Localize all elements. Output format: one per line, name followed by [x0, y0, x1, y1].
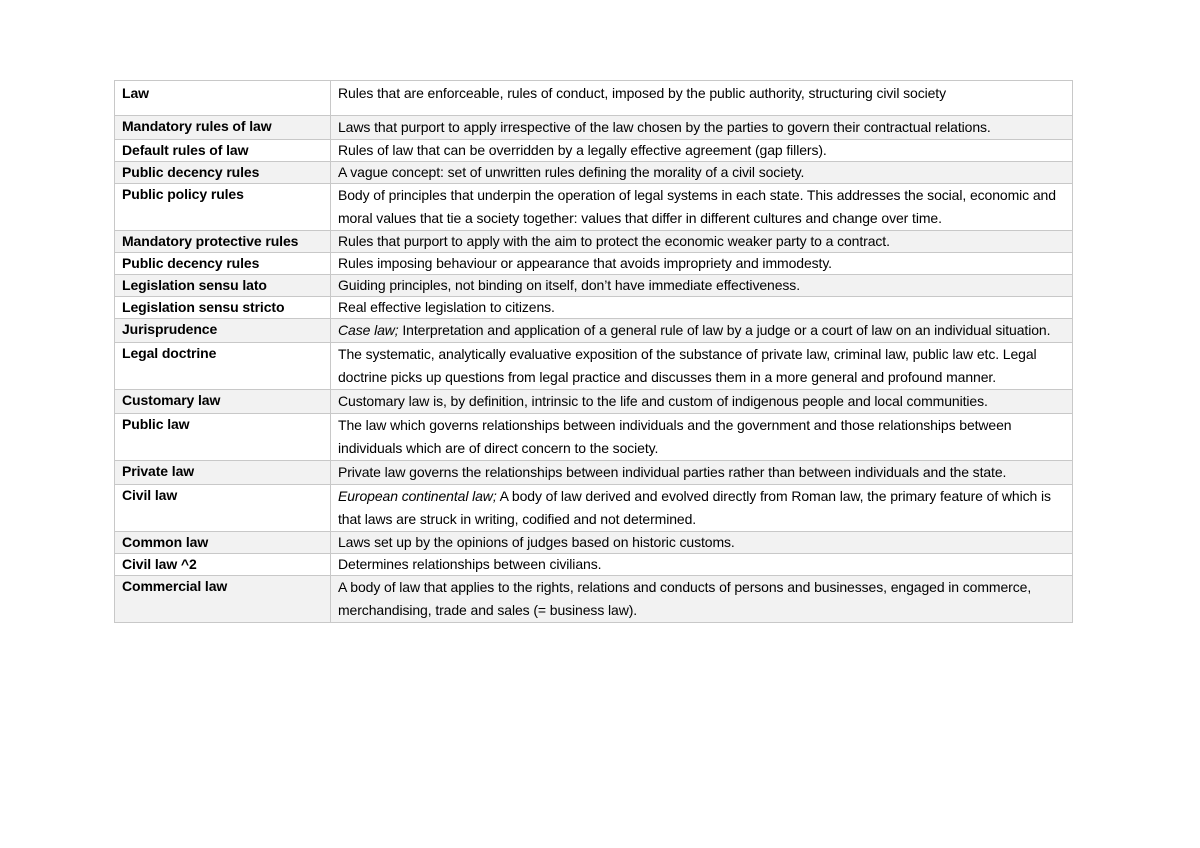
definition-text: Real effective legislation to citizens. [338, 299, 555, 315]
definition-text: The systematic, analytically evaluative exposition of the substance of private law, criminal law, public law etc. Legal doctrine picks up questions from legal practice and discusses them in a more general and profound manner. [338, 346, 1037, 385]
definition-cell [331, 319, 1073, 343]
table-row [115, 576, 1073, 623]
table-row [115, 162, 1073, 184]
table-row [115, 116, 1073, 140]
term-cell: Law [115, 81, 331, 116]
legal-glossary-table [114, 80, 1073, 623]
definition-cell [331, 275, 1073, 297]
table-row [115, 275, 1073, 297]
definition-lead: European continental law; [338, 488, 497, 504]
definition-text: Interpretation and application of a general rule of law by a judge or a court of law on an individual situation. [398, 322, 1051, 338]
definition-text: The law which governs relationships between individuals and the government and those relationships between individuals which are of direct concern to the society. [338, 417, 1012, 456]
term-cell: Common law [115, 532, 331, 554]
definition-text: Body of principles that underpin the operation of legal systems in each state. This addresses the social, economic and moral values that tie a society together: values that differ in different cultures and change over time. [338, 187, 1056, 226]
term-cell: Jurisprudence [115, 319, 331, 343]
table-row [115, 140, 1073, 162]
table-row [115, 461, 1073, 485]
term-cell: Civil law [115, 485, 331, 532]
definition-text: Customary law is, by definition, intrinsic to the life and custom of indigenous people and local communities. [338, 393, 988, 409]
definition-cell [331, 461, 1073, 485]
table-row [115, 343, 1073, 390]
definition-text: Rules of law that can be overridden by a legally effective agreement (gap fillers). [338, 142, 827, 158]
table-row [115, 297, 1073, 319]
term-cell: Private law [115, 461, 331, 485]
term-cell: Legislation sensu stricto [115, 297, 331, 319]
table-row [115, 184, 1073, 231]
term-cell: Civil law ^2 [115, 554, 331, 576]
table-row [115, 390, 1073, 414]
term-cell: Public law [115, 414, 331, 461]
definition-cell [331, 414, 1073, 461]
table-row [115, 554, 1073, 576]
definition-text: Rules that are enforceable, rules of conduct, imposed by the public authority, structuring civil society [338, 85, 946, 101]
term-cell: Legislation sensu lato [115, 275, 331, 297]
table-row [115, 414, 1073, 461]
definition-cell [331, 184, 1073, 231]
definition-text: Laws set up by the opinions of judges based on historic customs. [338, 534, 735, 550]
definition-cell [331, 532, 1073, 554]
term-cell: Legal doctrine [115, 343, 331, 390]
term-cell: Commercial law [115, 576, 331, 623]
definition-cell [331, 140, 1073, 162]
table-row [115, 485, 1073, 532]
term-cell: Mandatory rules of law [115, 116, 331, 140]
table-row [115, 81, 1073, 116]
definition-lead: Case law; [338, 322, 399, 338]
term-cell: Public decency rules [115, 253, 331, 275]
table-row [115, 253, 1073, 275]
definition-text: A vague concept: set of unwritten rules defining the morality of a civil society. [338, 164, 805, 180]
definition-text: Laws that purport to apply irrespective of the law chosen by the parties to govern their contractual relations. [338, 119, 991, 135]
definition-cell [331, 162, 1073, 184]
term-cell: Customary law [115, 390, 331, 414]
definition-cell [331, 253, 1073, 275]
definition-cell [331, 116, 1073, 140]
definition-cell [331, 231, 1073, 253]
definition-text: Private law governs the relationships between individual parties rather than between individuals and the state. [338, 464, 1007, 480]
definition-cell [331, 554, 1073, 576]
definition-cell [331, 81, 1073, 116]
definition-cell [331, 485, 1073, 532]
term-cell: Public policy rules [115, 184, 331, 231]
definition-cell [331, 297, 1073, 319]
definition-cell [331, 390, 1073, 414]
definition-text: Determines relationships between civilians. [338, 556, 602, 572]
definition-text: Guiding principles, not binding on itself, don’t have immediate effectiveness. [338, 277, 800, 293]
term-cell: Public decency rules [115, 162, 331, 184]
term-cell: Mandatory protective rules [115, 231, 331, 253]
table-row [115, 319, 1073, 343]
definition-text: Rules that purport to apply with the aim to protect the economic weaker party to a contract. [338, 233, 890, 249]
definition-text: Rules imposing behaviour or appearance that avoids impropriety and immodesty. [338, 255, 832, 271]
definition-text: A body of law derived and evolved directly from Roman law, the primary feature of which is that laws are struck in writing, codified and not determined. [338, 488, 1051, 527]
definition-cell [331, 343, 1073, 390]
glossary-body [115, 81, 1073, 623]
definition-cell [331, 576, 1073, 623]
definition-text: A body of law that applies to the rights, relations and conducts of persons and businesses, engaged in commerce, merchandising, trade and sales (= business law). [338, 579, 1032, 618]
term-cell: Default rules of law [115, 140, 331, 162]
table-row [115, 231, 1073, 253]
table-row [115, 532, 1073, 554]
